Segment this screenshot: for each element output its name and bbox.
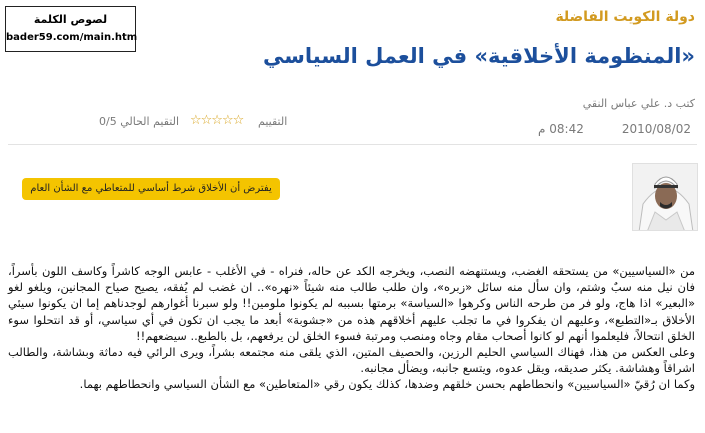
author-line[interactable]: كتب د. علي عباس النقي: [582, 97, 695, 110]
author-photo: [632, 163, 698, 231]
rating-label: التقييم: [258, 115, 288, 128]
body-paragraph-2: وعلى العكس من هذا، فهناك السياسي الحليم الرزين، والحصيف المتين، الذي يلقى منه مجتمعه بشراً، ويرى الرائي فيه دماثة وبشاشة، والطالب اشراقاً وهشاشة. يكثر صديقه، ويقل عدوه، ويتسع جانبه، ويضأل مجانبه.: [8, 345, 695, 376]
publish-date: 2010/08/02: [621, 122, 691, 136]
author-portrait-icon: [633, 164, 698, 231]
header-divider: [8, 144, 697, 145]
body-paragraph-1: من «السياسيين» من يستحقه الغضب، ويستنهضه النصب، ويخرجه الكد عن حاله، فنراه - في الأغلب - عابس الوجه كاشراً وكاسف اللون بأسراً، فان نيل منه سبٌ وشتم، وان سأل منه سائل «زبره»، وان طلب طالب منه شيئاً «نهره».. ان غضب لم يُفقه، يصيح صياح المجانين، ويلغو لغو «البعير» اذا هاج، ولو فر من طرحه الناس وكرهوا «السياسة» برمتها بسببه لم يكونوا ملومين!! ولو سبرنا أغوارهم لوجدناهم إما ان يكونوا سيئي الأخلاق بـ«التطبع»، وعليهم ان يفكروا في ما تجلب عليهم أخلاقهم هذه من «جشوبة» أبعد ما يجب ان تكون في أي سياسي، أو قد انتحلوا سوء الخلق انتحالاً، فليعلموا أنهم لو كانوا أصحاب مقام وجاه ومنصب ومرتبة فسوء الخلق لن يرفعهم، بل بالطبع.. سيضعهم!!: [8, 264, 695, 343]
current-rating: التقيم الحالي 0/5: [99, 115, 180, 128]
rating-stars-icon[interactable]: ☆☆☆☆☆: [190, 113, 244, 128]
publish-time: 08:42 م: [538, 122, 584, 136]
section-link[interactable]: دولة الكويت الفاضلة: [555, 9, 695, 25]
badge-title: لصوص الكلمة: [33, 13, 108, 26]
pull-quote: يفترض أن الأخلاق شرط أساسي للمتعاطي مع الشأن العام: [22, 178, 280, 200]
badge-url: bader59.com/main.htm: [6, 32, 138, 43]
source-badge: [5, 6, 136, 52]
article-title: «المنظومة الأخلاقية» في العمل السياسي: [262, 44, 695, 68]
article-body: [8, 263, 695, 393]
body-paragraph-3: وكما ان رُقيّ «السياسيين» وانحطاطهم بحسن خلقهم وضدها، كذلك يكون رقي «المتعاطين» مع الشأن السياسي وانحطاطهم بهما.: [79, 377, 695, 392]
